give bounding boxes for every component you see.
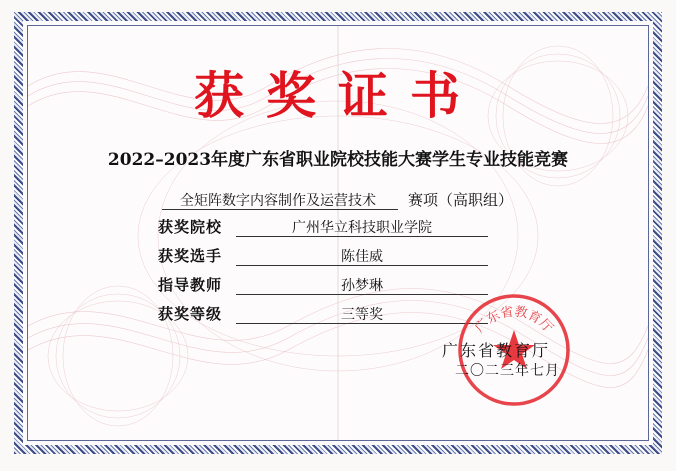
field-underline-teacher bbox=[236, 294, 488, 295]
field-label-school: 获奖院校 bbox=[158, 218, 223, 236]
field-label-teacher: 指导教师 bbox=[158, 276, 223, 294]
event-underline bbox=[162, 209, 398, 210]
field-underline-award-level bbox=[236, 323, 488, 324]
field-value-award-level: 三等奖 bbox=[341, 307, 383, 323]
field-label-student: 获奖选手 bbox=[158, 247, 223, 265]
field-label-award-level: 获奖等级 bbox=[158, 305, 223, 323]
field-underline-student bbox=[236, 265, 488, 266]
field-value-student: 陈佳威 bbox=[341, 249, 383, 265]
event-name: 全矩阵数字内容制作及运营技术 bbox=[180, 193, 376, 209]
event-suffix: 赛项（高职组） bbox=[408, 191, 514, 209]
seal-text: 广东省教育厅 bbox=[472, 304, 556, 337]
field-value-teacher: 孙梦琳 bbox=[341, 278, 383, 294]
certificate-title: 获奖证书 bbox=[194, 66, 482, 125]
field-value-school: 广州华立科技职业学院 bbox=[292, 220, 432, 236]
issuing-authority: 广东省教育厅 bbox=[442, 341, 551, 360]
field-underline-school bbox=[236, 236, 488, 237]
competition-name: 2022–2023年度广东省职业院校技能大赛学生专业技能竞赛 bbox=[107, 150, 569, 170]
issue-date: 二〇二三年七月 bbox=[455, 363, 560, 379]
